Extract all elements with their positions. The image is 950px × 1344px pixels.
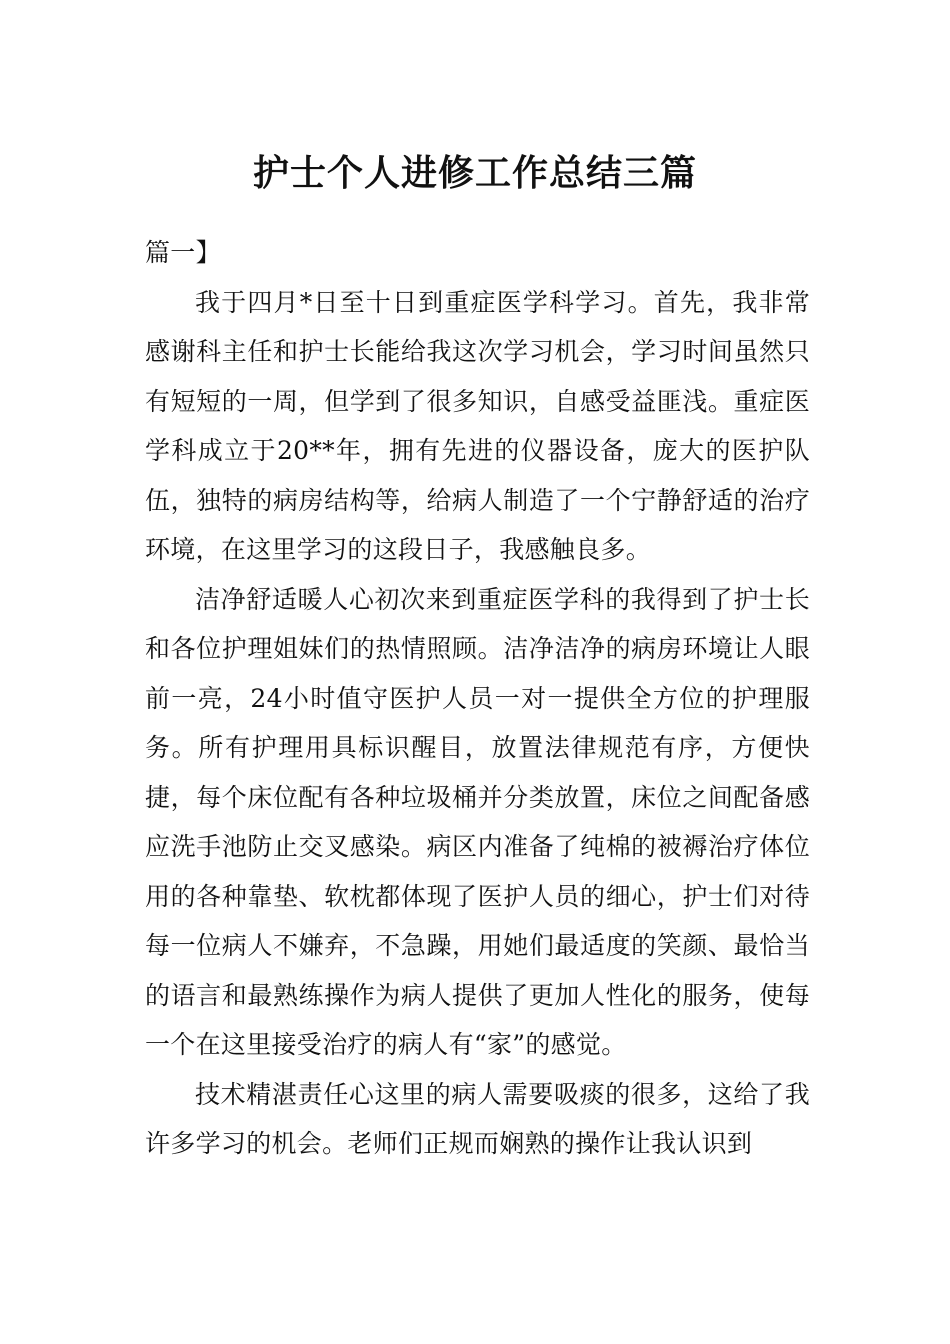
paragraph-2: 洁净舒适暖人心初次来到重症医学科的我得到了护士长和各位护理姐妹们的热情照顾。洁净洁净的病房环境让人眼前一亮，24小时值守医护人员一对一提供全方位的护理服务。所有护理用具标识醒目，放置法律规范有序，方便快捷，每个床位配有各种垃圾桶并分类放置，床位之间配备感应洗手池防止交叉感染。病区内准备了纯棉的被褥治疗体位用的各种靠垫、软枕都体现了医护人员的细心，护士们对待每一位病人不嫌弃，不急躁，用她们最适度的笑颜、最恰当的语言和最熟练操作为病人提供了更加人性化的服务，使每一个在这里接受治疗的病人有“家”的感觉。 [145,584,810,1059]
section-heading: 篇一】 [145,238,221,267]
document-body [145,228,810,1169]
paragraph-3: 技术精湛责任心这里的病人需要吸痰的很多，这给了我许多学习的机会。老师们正规而娴熟的操作让我认识到 [145,1079,810,1158]
document-title: 护士个人进修工作总结三篇 [252,153,697,195]
paragraph-1: 我于四月*日至十日到重症医学科学习。首先，我非常感谢科主任和护士长能给我这次学习机会，学习时间虽然只有短短的一周，但学到了很多知识，自感受益匪浅。重症医学科成立于20**年，拥有先进的仪器设备，庞大的医护队伍，独特的病房结构等，给病人制造了一个宁静舒适的治疗环境，在这里学习的这段日子，我感触良多。 [145,287,810,564]
